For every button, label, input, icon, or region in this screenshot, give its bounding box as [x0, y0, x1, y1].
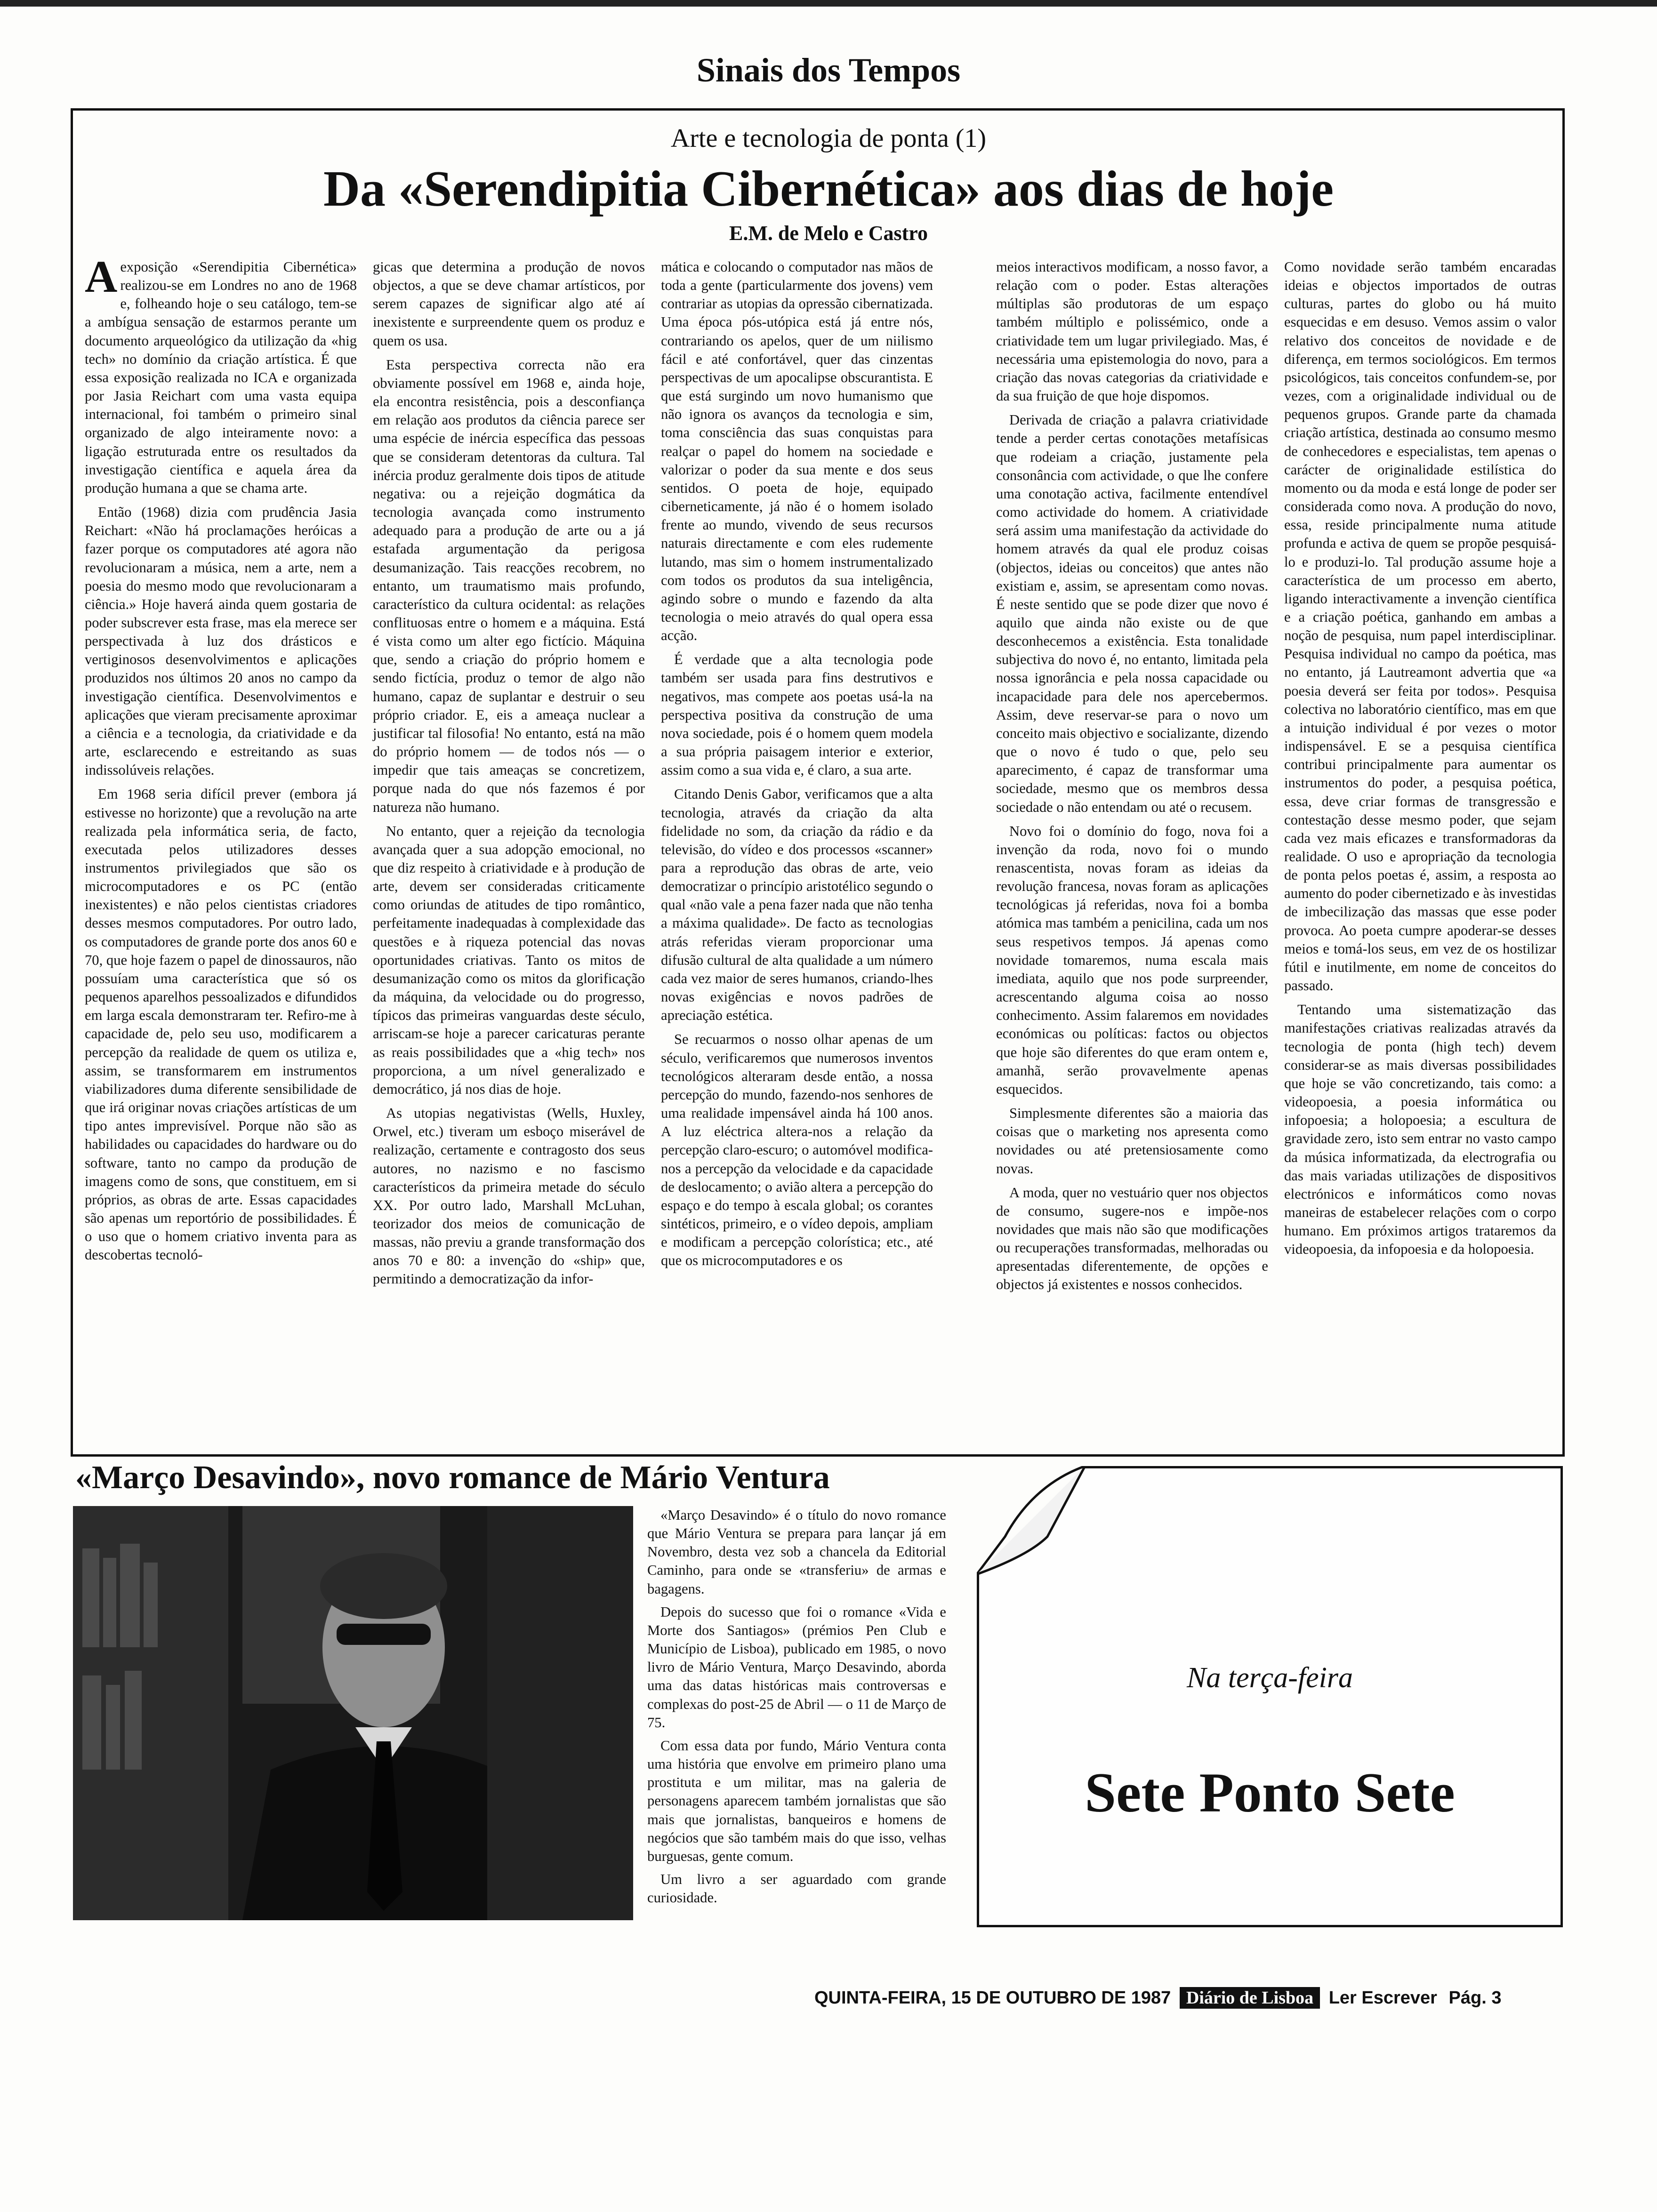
paragraph: A moda, quer no vestuário quer nos objectos de consumo, sugere-nos e impõe-nos novidades que mais não são que modificações ou recuperações transformadas, melhoradas ou apresentadas diferentemente, de opções e objectos já existentes e nossos conhecidos. [996, 1184, 1268, 1293]
drop-cap: A [85, 251, 118, 302]
paragraph: Depois do sucesso que foi o romance «Vida e Morte dos Santiagos» (prémios Pen Club e Município de Lisboa), publicado em 1985, o novo livro de Mário Ventura, Março Desavindo, aborda uma das datas históricas mais controversas e complexas do post-25 de Abril — o 11 de Março de 75. [647, 1603, 946, 1731]
article-column-3 [661, 258, 933, 1275]
paragraph: Um livro a ser aguardado com grande curiosidade. [647, 1871, 946, 1906]
article-kicker: Arte e tecnologia de ponta (1) [670, 124, 987, 153]
paragraph: Esta perspectiva correcta não era obviamente possível em 1968 e, ainda hoje, ela encontra resistência, pois a desconfiança em relação aos produtos da ciência parece ser uma espécie de inércia específica das pessoas que se consideram detentoras da cultura. Tal inércia produz geralmente dois tipos de atitude negativa: ou a rejeição dogmática da tecnologia avançada como instrumento adequado para a produção de arte ou a já estafada argumentação da perigosa desumanização. Tais reacções recobrem, no entanto, um traumatismo mais profundo, característico da cultura ocidental: as relações conflituosas entre o homem e a máquina. Está é vista como um alter ego fictício. Máquina que, sendo a criação do próprio homem e sendo fictícia, produz o temor de algo não humano, capaz de suplantar e destruir o seu próprio criador. E, eis a ameaça nuclear a justificar tal filosofia! No entanto, está na mão do próprio homem — de todos nós — o impedir que tais ameaças se concretizem, porque nada do que nós fazemos é por natureza não humano. [373, 356, 645, 815]
footer-page-number: Pág. 3 [1448, 1988, 1502, 2008]
footer-paper-name: Diário de Lisboa [1180, 1987, 1320, 2009]
top-border [0, 0, 1657, 7]
article2-body [647, 1506, 946, 1912]
paragraph: mática e colocando o computador nas mãos de toda a gente (particularmente dos jovens) vem contrariar as utopias da opressão cibernatizada. Uma época pós-utópica está já entre nós, contrariando os apelos, quer de um niilismo fácil e até confortável, quer das cinzentas perspectivas de um apocalipse obscurantista. E que está surgindo um novo humanismo que não ignora os avanços da tecnologia e sim, toma consciência das suas conquistas para realçar o papel do homem na sociedade e valorizar o poder da sua mente e dos seus sentidos. O poeta de hoje, equipado ciberneticamente, já não é o homem isolado frente ao mundo, vivendo de seus recursos naturais directamente e com eles rudemente lutando, mas sim o homem instrumentalizado com todos os produtos da sua inteligência, agindo sobre o mundo e fazendo da alta tecnologia o meio através do qual opera essa acção. [661, 259, 933, 644]
paragraph: Como novidade serão também encaradas ideias e objectos importados de outras culturas, partes do globo ou há muito esquecidas e em desuso. Vemos assim o valor relativo dos conceitos de novidade e de diferença, em termos sociológicos. Em termos psicológicos, tais conceitos confundem-se, por vezes, com a originalidade individual ou de pequenos grupos. Grande parte da chamada criação artística, destinada ao consumo mesmo de conhecedores e especialistas, tem apenas o carácter de originalidade estilística do momento ou da moda e está longe de poder ser considerada como nova. A produção do novo, essa, reside principalmente numa atitude profunda e activa de quem se propõe pesquisá-lo e produzi-lo. Tal produção assume hoje a característica de um processo em aberto, ligando interactivamente a invenção científica e a criação poética, ganhando em ambas a noção de pesquisa, num papel interdisciplinar. Pesquisa individual no campo da poética, mas no entanto, já Lautreamont advertia que «a poesia deverá ser feita por todos». Pesquisa colectiva no laboratório científico, mas em que a intuição individual é por vezes o motor indispensável. E se a pesquisa científica contribui principalmente para aumentar os instrumentos do poder, a pesquisa poética, essa, deve criar formas de transgressão e contestação desse mesmo poder, que sejam cada vez mais eficazes e transformadoras da realidade. O uso e apropriação da tecnologia de ponta pelos poetas é, assim, a resposta ao aumento do poder cibernetizado e às investidas de imbecilização das massas que esse poder provoca. Ao poeta cumpre apoderar-se desses meios e tomá-los seus, em vez de os hostilizar fútil e inutilmente, em nome de conceitos do passado. [1284, 259, 1556, 994]
paragraph: Tentando uma sistematização das manifestações criativas realizadas através da tecnologia de ponta (high tech) devem considerar-se as mais diversas possibilidades que hoje se vão concretizando, tais como: a videopoesia, a poesia informática ou infopoesia; a holopoesia; a escultura de gravidade zero, isto sem entrar no vasto campo da música informatizada, da electrografia ou das mais variadas utilizações de dispositivos electrónicos e informáticos como novas maneiras de estabelecer relações com o corpo humano. Em próximos artigos trataremos da videopoesia, da infopoesia e da holopoesia. [1284, 1002, 1556, 1258]
paragraph: É verdade que a alta tecnologia pode também ser usada para fins destrutivos e negativos, mas compete aos poetas usá-la na perspectiva positiva da construção de uma nova sociedade, pois é o homem quem modela a sua própria paisagem interior e exterior, assim como a sua vida e, é claro, a sua arte. [661, 651, 933, 778]
author-photo [73, 1506, 633, 1920]
paragraph: Em 1968 seria difícil prever (embora já estivesse no horizonte) que a revolução na arte realizada pela informática seria, de facto, executada pelos utilizadores desses instrumentos privilegiados que são os microcomputadores e os PC (então inexistentes) e não pelos cientistas criadores desses mesmos computadores. Por outro lado, os computadores de grande porte dos anos 60 e 70, que hoje fazem o papel de dinossauros, não possuíam uma característica que só os pequenos aparelhos pessoalizados e difundidos em larga escala demonstraram ter. Refiro-me à capacidade de, pelo seu uso, modificarem a percepção da realidade de quem os utiliza e, assim, se transformarem em instrumentos viabilizadores duma diferente sensibilidade de que irá originar novas criações artísticas de um tipo antes imprevisível. Porque não são as habilidades ou capacidades do hardware ou do software, tanto no campo da produção de imagens como de sons, que constituem, em si próprios, as obras de arte. Essas capacidades são apenas um reportório de possibilidades. É o uso que o homem criativo inventa para as descobertas tecnoló- [85, 786, 357, 1263]
footer-section: Ler Escrever [1328, 1988, 1437, 2008]
paragraph: Citando Denis Gabor, verificamos que a alta tecnologia, através da criação da alta fidelidade no som, da criação da rádio e da televisão, do vídeo e dos processos «scanner» para a reprodução das obras de arte, veio democratizar o princípio aristotélico segundo o qual «não vale a pena fazer nada que não tenha a máxima qualidade». De facto as tecnologias atrás referidas vieram proporcionar uma difusão cultural de alta qualidade a um número cada vez maior de seres humanos, criando-lhes novas exigências e novos padrões de apreciação estética. [661, 786, 933, 1024]
paragraph: Simplesmente diferentes são a maioria das coisas que o marketing nos apresenta como novidades ou até pretensiosamente como novas. [996, 1105, 1268, 1177]
paragraph: meios interactivos modificam, a nosso favor, a relação com o poder. Estas alterações múltiplas são produtoras de um espaço também múltiplo e polissémico, onde a criatividade tem um lugar privilegiado. Mas, é necessária uma epistemologia do novo, para a criação das novas categorias da criatividade e da sua fruição de que hoje dispomos. [996, 259, 1268, 404]
advertisement-title: Sete Ponto Sete [1085, 1761, 1455, 1824]
footer-date: QUINTA-FEIRA, 15 DE OUTUBRO DE 1987 [814, 1988, 1171, 2008]
paragraph: No entanto, quer a rejeição da tecnologia avançada quer a sua adopção emocional, no que diz respeito à criatividade e à produção de arte, devem ser consideradas criticamente como oriundas de atitudes de tipo romântico, perfeitamente inadequadas à complexidade das questões e à riqueza potencial das novas oportunidades criativas. Tanto os mitos de desumanização como os mitos da glorificação da máquina, da velocidade ou do progresso, típicos das primeiras vanguardas deste século, arriscam-se hoje a parecer caricaturas perante as reais possibilidades que a «hig tech» nos proporciona, a um nível generalizado e democrático, já nos dias de hoje. [373, 823, 645, 1097]
paragraph: As utopias negativistas (Wells, Huxley, Orwel, etc.) tiveram um esboço miserável de realização, certamente e contragosto dos seus autores, no nazismo e no fascismo característicos da primeira metade do século XX. Por outro lado, Marshall McLuhan, teorizador dos meios de comunicação de massas, não previu a grande transformação dos anos 70 e 80: a invenção do «ship» que, permitindo a democratização da infor- [373, 1105, 645, 1287]
section-title: Sinais dos Tempos [696, 51, 961, 89]
article-column-2 [373, 258, 645, 1294]
paragraph: «Março Desavindo» é o título do novo romance que Mário Ventura se prepara para lançar já em Novembro, desta vez sob a chancela da Editorial Caminho, para onde se «transferiu» de armas e bagagens. [647, 1507, 946, 1597]
paragraph: gicas que determina a produção de novos objectos, a que se deve chamar artísticos, por serem capazes de significar algo até aí inexistente e surpreendente quem os produz e quem os usa. [373, 259, 645, 349]
article-column-5 [1284, 258, 1556, 1264]
paragraph: Se recuarmos o nosso olhar apenas de um século, verificaremos que numerosos inventos tecnológicos alteraram desde então, a nossa percepção do mundo, fazendo-nos senhores de uma realidade impensável ainda há 100 anos. A luz eléctrica altera-nos a relação da percepção claro-escuro; o automóvel modifica-nos a percepção da velocidade e da capacidade de deslocamento; o avião altera a percepção do espaço e do tempo à escala global; os corantes sintéticos, primeiro, e o vídeo depois, ampliam e modificam a percepção colorística; etc., até que os microcomputadores e os [661, 1031, 933, 1269]
paragraph: Aexposição «Serendipitia Cibernética» realizou-se em Londres no ano de 1968 e, folheando hoje o seu catálogo, tem-se a ambígua sensação de estarmos perante um documento arqueológico da utilização da «hig tech» no domínio da criação artística. É que essa exposição realizada no ICA e organizada por Jasia Reichart com uma vasta equipa internacional, foi também o primeiro sinal organizado de algo inteiramente novo: a ligação estruturada entre os resultados da investigação científica e aquela área da produção humana a que se chama arte. [85, 251, 357, 496]
article-column-1 [85, 251, 357, 1270]
article2-title: «Março Desavindo», novo romance de Mário Ventura [75, 1459, 830, 1496]
article-headline: Da «Serendipitia Cibernética» aos dias de hoje [323, 161, 1334, 217]
paragraph: Então (1968) dizia com prudência Jasia Reichart: «Não há proclamações heróicas a fazer porque os computadores até agora não revolucionaram a música, nem a arte, nem a poesia do mesmo modo que revolucionaram a ciência.» Hoje haverá ainda quem gostaria de poder subscrever esta frase, mas ela merece ser perspectivada à luz dos drásticos e vertiginosos desenvolvimentos e aplicações produzidos nos últimos 20 anos no campo da investigação científica. Desenvolvimentos e aplicações que vieram precisamente aproximar a ciência e a tecnologia, da criatividade e da arte, esclarecendo e estreitando as suas indissolúveis relações. [85, 504, 357, 778]
paragraph: Novo foi o domínio do fogo, nova foi a invenção da roda, novo foi o mundo renascentista, novas foram as ideias da revolução francesa, novas foram as aplicações tecnológicas já referidas, nova foi a bomba atómica mas também a penicilina, cada um nos seus respetivos tempos. Já apenas como novidade tomaremos, numa escala mais imediata, aquilo que nos pode surpreender, acrescentando alguma coisa ao nosso conhecimento. Assim falaremos em novidades económicas ou políticas: factos ou objectos que hoje são diferentes do que eram ontem e, amanhã, serão provavelmente apenas esquecidos. [996, 823, 1268, 1097]
section-divider [71, 1454, 1565, 1456]
paragraph: Com essa data por fundo, Mário Ventura conta uma história que envolve em primeiro plano uma prostituta e um militar, mas na galeria de personagens aparecem também jornalistas que são mais que jornalistas, banqueiros e homens de negócios que são também mais do que isso, velhas burguesas, gente comum. [647, 1737, 946, 1864]
article-byline: E.M. de Melo e Castro [729, 222, 928, 245]
page-fold-icon [977, 1466, 1090, 1579]
author-portrait-image [73, 1506, 633, 1920]
article-column-4 [996, 258, 1268, 1300]
page-footer [814, 1988, 1502, 2008]
paragraph: Derivada de criação a palavra criatividade tende a perder certas conotações metafísicas que rodeiam a criação, justamente pela consonância com actividade, o que lhe confere uma conotação activa, facilmente entendível como actividade do homem. A criatividade será assim uma manifestação da actividade do homem através da qual ele produz coisas (objectos, ideias ou conceitos) que antes não existiam e, assim, se apresentam como novas. É neste sentido que se pode dizer que novo é aquilo que ainda não existe ou de que desconhecemos a existência. Esta tonalidade subjectiva do novo é, no entanto, limitada pela nossa ignorância e pela nossa capacidade ou incapacidade para dele nos apercebermos. Assim, deve reservar-se para o novo um conceito mais objectivo e socializante, dizendo que o novo é tudo o que, pelo seu aparecimento, é capaz de transformar uma sociedade, mesmo que os membros dessa sociedade o não entendam ou até o recusem. [996, 412, 1268, 815]
advertisement-tagline: Na terça-feira [1187, 1662, 1353, 1694]
